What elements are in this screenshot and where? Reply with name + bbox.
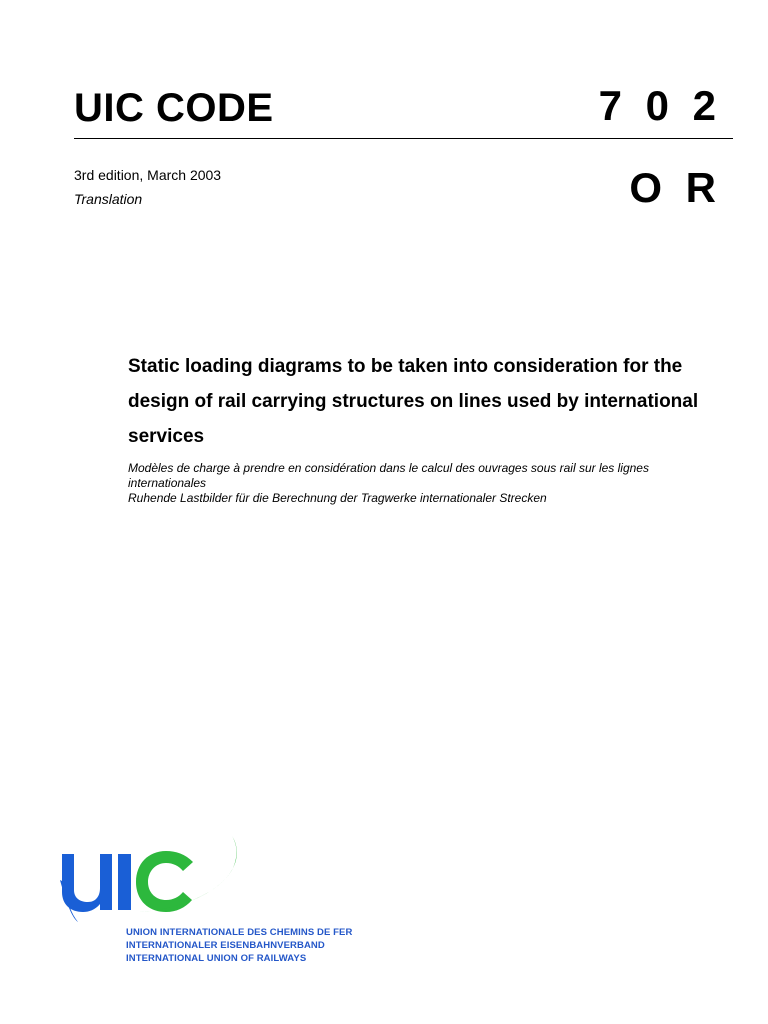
org-name-english: INTERNATIONAL UNION OF RAILWAYS (126, 953, 307, 964)
org-name-german: INTERNATIONALER EISENBAHNVERBAND (126, 940, 325, 951)
code-label: UIC CODE (74, 86, 274, 130)
code-number: 7 0 2 (598, 82, 722, 129)
logo-letter-c (136, 851, 193, 912)
org-name-french: UNION INTERNATIONALE DES CHEMINS DE FER (126, 927, 353, 938)
title-translations (128, 461, 728, 506)
title-french: Modèles de charge à prendre en considération dans le calcul des ouvrages sous rail sur les lignes internationales (128, 461, 649, 490)
header-divider (74, 138, 733, 139)
title-german: Ruhende Lastbilder für die Berechnung der Tragwerke internationaler Strecken (128, 491, 547, 505)
version-note: Translation (74, 191, 143, 207)
edition-text: 3rd edition, March 2003 (74, 167, 222, 183)
uic-logo-mark (58, 832, 358, 927)
logo-letter-i (118, 854, 131, 910)
uic-logo (58, 832, 358, 972)
document-title: Static loading diagrams to be taken into consideration for the design of rail carrying structures on lines used by international services (128, 356, 699, 447)
status-code: O R (629, 164, 722, 211)
organization-names (126, 926, 352, 965)
logo-letter-u (62, 854, 112, 912)
